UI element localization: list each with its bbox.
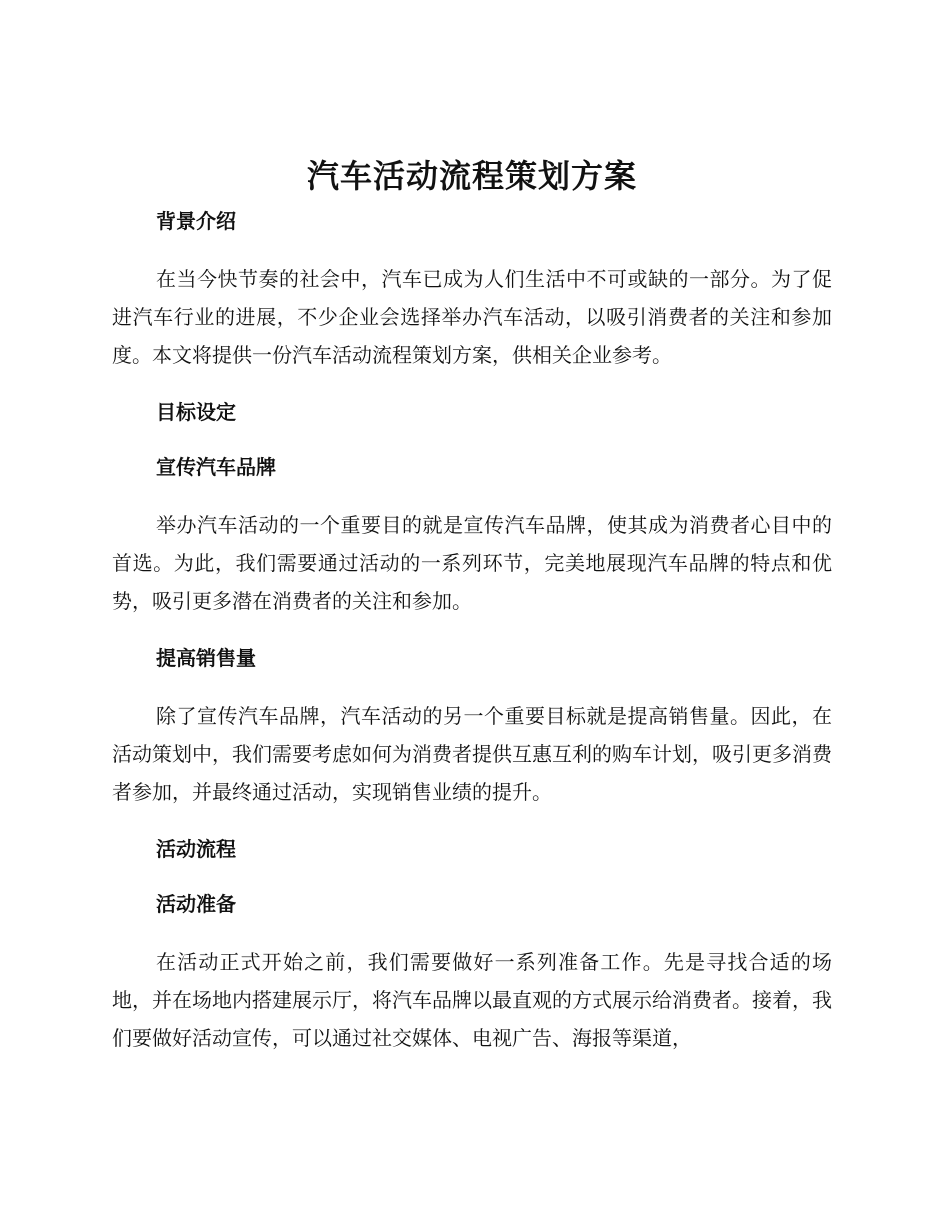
subsection-heading-brand: 宣传汽车品牌 bbox=[156, 455, 276, 479]
section-heading-goals: 目标设定 bbox=[156, 400, 236, 424]
paragraph-sales: 除了宣传汽车品牌，汽车活动的另一个重要目标就是提高销售量。因此，在活动策划中，我们需要考虑如何为消费者提供互惠互利的购车计划，吸引更多消费者参加，并最终通过活动，实现销售业绩的提升。 bbox=[112, 704, 832, 804]
subsection-heading-sales: 提高销售量 bbox=[156, 646, 256, 670]
document-body bbox=[112, 148, 832, 1057]
section-heading-background: 背景介绍 bbox=[156, 209, 236, 233]
paragraph-prep: 在活动正式开始之前，我们需要做好一系列准备工作。先是寻找合适的场地，并在场地内搭建展示厅，将汽车品牌以最直观的方式展示给消费者。接着，我们要做好活动宣传，可以通过社交媒体、电视广告、海报等渠道， bbox=[112, 950, 832, 1050]
document-title: 汽车活动流程策划方案 bbox=[306, 157, 637, 195]
subsection-heading-prep: 活动准备 bbox=[156, 892, 236, 916]
paragraph-brand: 举办汽车活动的一个重要目的就是宣传汽车品牌，使其成为消费者心目中的首选。为此，我们需要通过活动的一系列环节，完美地展现汽车品牌的特点和优势，吸引更多潜在消费者的关注和参加。 bbox=[112, 513, 832, 613]
paragraph-background: 在当今快节奏的社会中，汽车已成为人们生活中不可或缺的一部分。为了促进汽车行业的进展，不少企业会选择举办汽车活动，以吸引消费者的关注和参加度。本文将提供一份汽车活动流程策划方案，供相关企业参考。 bbox=[112, 267, 832, 367]
section-heading-process: 活动流程 bbox=[156, 837, 236, 861]
